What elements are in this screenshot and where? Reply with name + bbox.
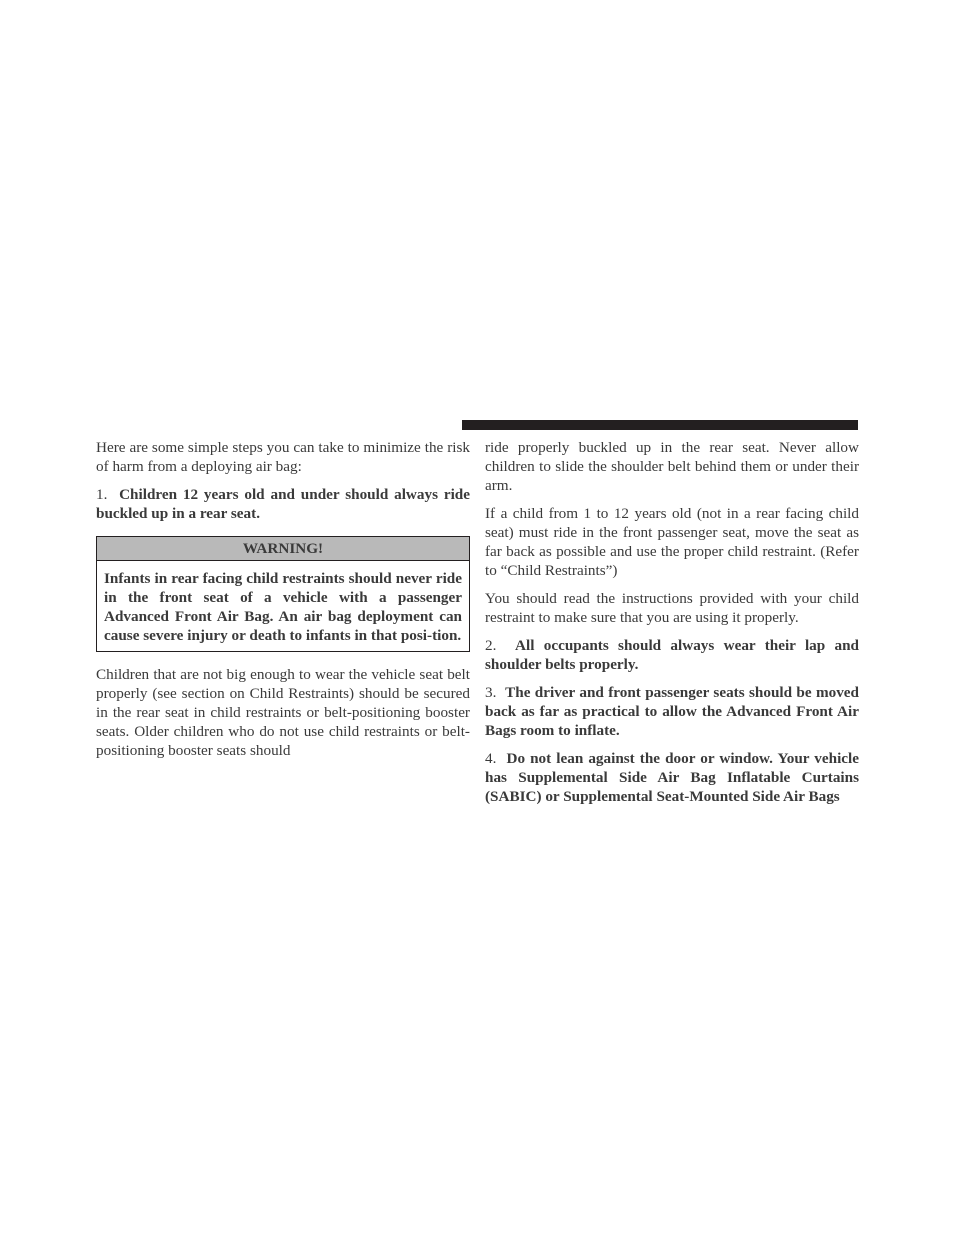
left-column — [96, 438, 470, 760]
step-3-text: The driver and front passenger seats should be moved back as far as practical to allow the Advanced Front Air Bags room to inflate. — [485, 684, 859, 739]
warning-title: WARNING! — [97, 537, 469, 561]
step-1 — [96, 485, 470, 523]
step-3 — [485, 683, 859, 740]
step-2-text: All occupants should always wear their lap and shoulder belts properly. — [485, 637, 860, 673]
step-1-text: Children 12 years old and under should always ride buckled up in a rear seat. — [96, 486, 470, 522]
warning-box — [96, 536, 470, 652]
section-header-bar — [462, 420, 858, 430]
continued-paragraph: ride properly buckled up in the rear seat. Never allow children to slide the shoulder belt behind them or under their arm. — [485, 439, 859, 494]
step-4 — [485, 749, 859, 806]
warning-text: Infants in rear facing child restraints should never ride in the front seat of a vehicle with a passenger Advanced Front Air Bag. An air bag deployment can cause severe injury or death to infants in that posi-tion. — [104, 570, 462, 644]
step-4-text: Do not lean against the door or window. Your vehicle has Supplemental Side Air Bag Inflatable Curtains (SABIC) or Supplemental Seat-Mounted Side Air Bags — [485, 750, 859, 805]
right-column — [485, 438, 859, 806]
children-paragraph: Children that are not big enough to wear the vehicle seat belt properly (see section on Child Restraints) should be secured in the rear seat in child restraints or belt-positioning booster seats. Older children who do not use child restraints or belt-positioning booster seats should — [96, 666, 470, 759]
step-2-number: 2. — [485, 637, 497, 654]
step-2 — [485, 636, 859, 674]
step-1-number: 1. — [96, 486, 108, 503]
step-4-number: 4. — [485, 750, 497, 767]
instructions-paragraph: You should read the instructions provided with your child restraint to make sure that you are using it properly. — [485, 590, 859, 626]
child-front-seat-paragraph: If a child from 1 to 12 years old (not in a rear facing child seat) must ride in the front passenger seat, move the seat as far back as possible and use the proper child restraint. (Refer to “Child Restraints”) — [485, 505, 859, 579]
step-3-number: 3. — [485, 684, 497, 701]
intro-paragraph: Here are some simple steps you can take to minimize the risk of harm from a deploying air bag: — [96, 439, 470, 475]
